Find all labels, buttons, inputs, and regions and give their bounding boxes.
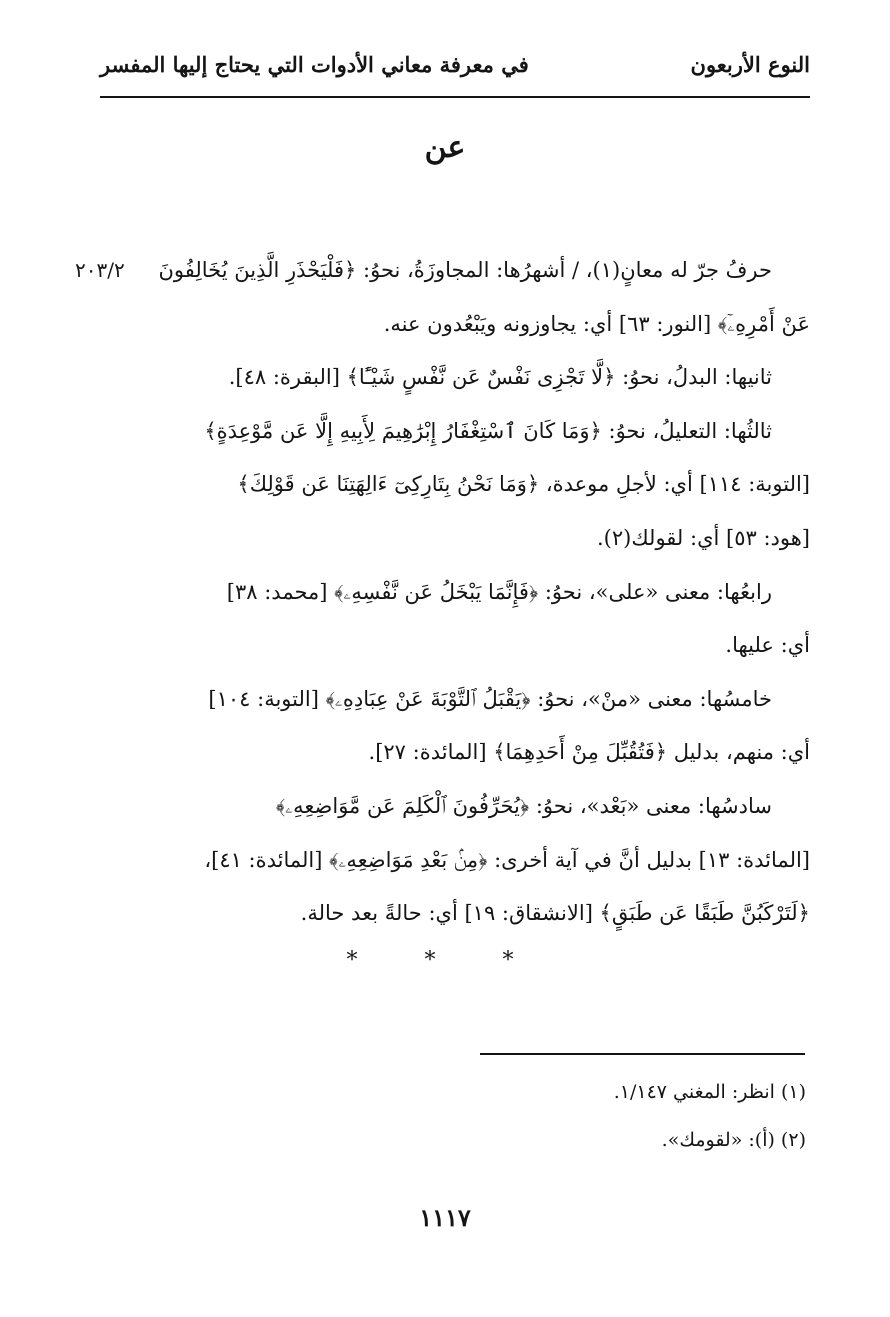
footnote-2: (٢) (أ): «لقومك». [661, 1129, 806, 1151]
text-line-3: ثانيها: البدلُ، نحوُ: ﴿لَّا تَجْزِى نَفْسٌ عَن نَّفْسٍ شَيْـًٔا﴾ [البقرة: ٤٨]. [228, 365, 772, 390]
text-line-1 [75, 244, 810, 298]
page-number: ١١١٧ [419, 1203, 471, 1232]
entry-heading: عن [424, 130, 466, 165]
text-line-2: عَنْ أَمْرِهِۦٓ﴾ [النور: ٦٣] أي: يجاوزونه ويَبْعُدون عنه. [383, 311, 810, 336]
section-title: في معرفة معاني الأدوات التي يحتاج إليها المفسر [100, 52, 529, 77]
chapter-title: النوع الأربعون [690, 52, 810, 77]
text-line-6: [هود: ٥٣] أي: لقولك(٢). [597, 525, 810, 550]
text-line-4: ثالثُها: التعليلُ، نحوُ: ﴿وَمَا كَانَ ٱسْتِغْفَارُ إِبْرَٰهِيمَ لِأَبِيهِ إِلَّا عَن مَّوْعِدَةٍ﴾ [204, 418, 772, 443]
text-line-7: رابعُها: معنى «على»، نحوُ: ﴿فَإِنَّمَا يَبْخَلُ عَن نَّفْسِهِۦ﴾ [محمد: ٣٨] [226, 579, 772, 604]
footnote-1: (١) انظر: المغني ١/١٤٧. [613, 1081, 806, 1103]
text-line-12: [المائدة: ١٣] بدليل أنَّ في آية أخرى: ﴿مِنۢ بَعْدِ مَوَاضِعِهِۦ﴾ [المائدة: ٤١]، [204, 847, 810, 872]
text-line-5: [التوبة: ١١٤] أي: لأجلِ موعدة، ﴿وَمَا نَحْنُ بِتَارِكِىٓ ءَالِهَتِنَا عَن قَوْلِكَ﴾ [237, 472, 810, 497]
text-line-8: أي: عليها. [725, 633, 810, 658]
entry-body [75, 244, 810, 941]
text-line-13: ﴿لَتَرْكَبُنَّ طَبَقًا عَن طَبَقٍ﴾ [الانشقاق: ١٩] أي: حالةً بعد حالة. [300, 901, 810, 926]
text-line-10: أي: منهم، بدليل ﴿فَتُقُبِّلَ مِنْ أَحَدِهِمَا﴾ [المائدة: ٢٧]. [368, 740, 810, 765]
text-line-11: سادسُها: معنى «بَعْد»، نحوُ: ﴿يُحَرِّفُونَ ٱلْكَلِمَ عَن مَّوَاضِعِهِۦ﴾ [275, 793, 772, 818]
running-header [100, 52, 810, 92]
text-line-9: خامسُها: معنى «منْ»، نحوُ: ﴿يَقْبَلُ ٱلتَّوْبَةَ عَنْ عِبَادِهِۦ﴾ [التوبة: ١٠٤] [208, 686, 772, 711]
header-divider [100, 96, 810, 98]
section-separator: * * * [346, 948, 544, 973]
volume-page-ref: ٢٠٣/٢ [75, 258, 125, 282]
footnotes [86, 1068, 806, 1164]
footnote-divider [480, 1053, 805, 1055]
text-line-1-content: حرفُ جرّ له معانٍ(١)، / أشهرُها: المجاوزَةُ، نحوُ: ﴿فَلْيَحْذَرِ الَّذِينَ يُخَالِفُونَ [158, 258, 772, 282]
